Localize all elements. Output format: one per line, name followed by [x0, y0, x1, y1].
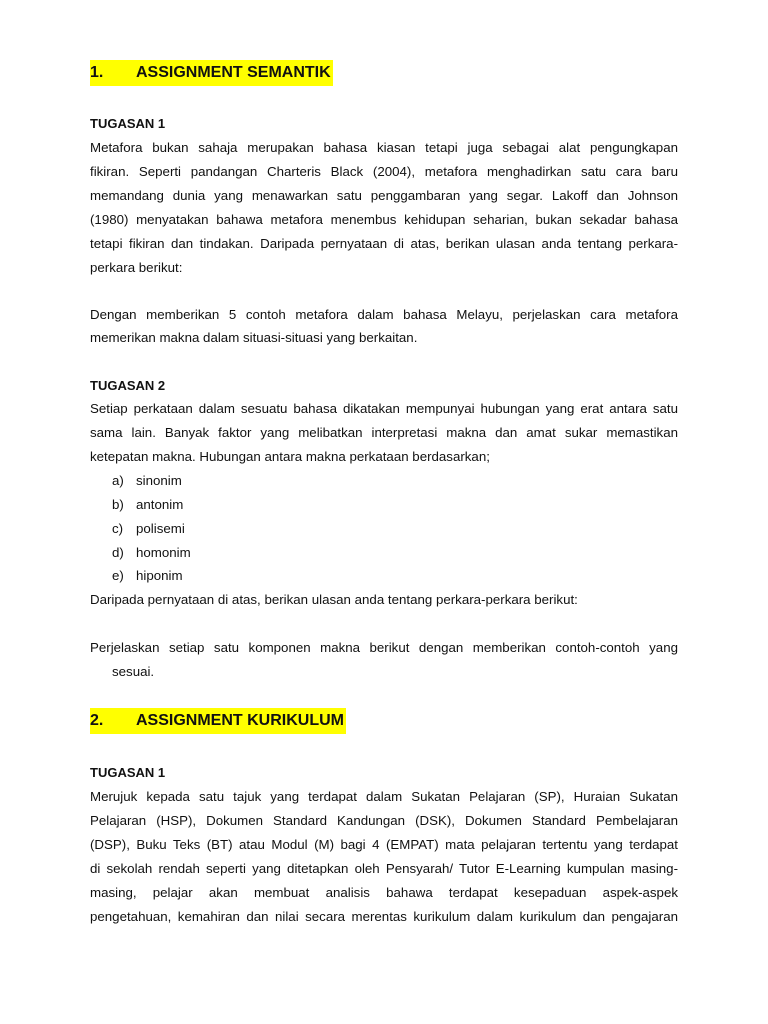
list-item	[112, 568, 183, 584]
tugasan-heading: TUGASAN 2	[90, 378, 166, 393]
paragraph-line: sesuai.	[112, 664, 155, 679]
paragraph-line: Dengan memberikan 5 contoh metafora dalam bahasa Melayu, perjelaskan cara metafora	[90, 307, 678, 322]
list-text: homonim	[136, 545, 191, 560]
paragraph-line: di sekolah rendah seperti yang ditetapkan oleh Pensyarah/ Tutor E-Learning kumpulan masing-	[90, 861, 678, 876]
list-item	[112, 473, 182, 489]
list-item	[112, 521, 185, 537]
paragraph-line: (DSP), Buku Teks (BT) atau Modul (M) bagi 4 (EMPAT) mata pelajaran tertentu yang terdapat	[90, 837, 678, 852]
section-heading-kurikulum	[90, 708, 346, 734]
paragraph-line: (1980) menyatakan bahawa metafora menembus kehidupan seharian, bukan sekadar bahasa	[90, 212, 678, 227]
paragraph-line: Setiap perkataan dalam sesuatu bahasa dikatakan mempunyai hubungan yang erat antara satu	[90, 401, 678, 416]
tugasan-heading: TUGASAN 1	[90, 765, 166, 780]
tugasan-heading: TUGASAN 1	[90, 116, 166, 131]
paragraph-line: Pelajaran (HSP), Dokumen Standard Kandungan (DSK), Dokumen Standard Pembelajaran	[90, 813, 678, 828]
paragraph-line: tetapi fikiran dan tindakan. Daripada pernyataan di atas, berikan ulasan anda tentang perkara-	[90, 236, 678, 251]
paragraph-line: Daripada pernyataan di atas, berikan ulasan anda tentang perkara-perkara berikut:	[90, 592, 578, 607]
list-text: sinonim	[136, 473, 182, 488]
section-number: 2.	[90, 712, 104, 729]
paragraph-line: Metafora bukan sahaja merupakan bahasa kiasan tetapi juga sebagai alat pengungkapan	[90, 140, 678, 155]
section-title: ASSIGNMENT SEMANTIK	[136, 64, 331, 81]
list-text: hiponim	[136, 568, 183, 583]
paragraph-line: Merujuk kepada satu tajuk yang terdapat dalam Sukatan Pelajaran (SP), Huraian Sukatan	[90, 789, 678, 804]
paragraph-line: masing, pelajar akan membuat analisis bahawa terdapat kesepaduan aspek-aspek	[90, 885, 678, 900]
paragraph-line: perkara berikut:	[90, 260, 183, 275]
paragraph-line: sama lain. Banyak faktor yang melibatkan interpretasi makna dan amat sukar memastikan	[90, 425, 678, 440]
paragraph-line: memerikan makna dalam situasi-situasi yang berkaitan.	[90, 330, 418, 345]
list-item	[112, 545, 191, 561]
paragraph-line: fikiran. Seperti pandangan Charteris Black (2004), metafora menghadirkan satu cara baru	[90, 164, 678, 179]
list-item	[112, 497, 183, 513]
paragraph-line: memandang dunia yang menawarkan satu penggambaran yang segar. Lakoff dan Johnson	[90, 188, 678, 203]
list-marker: c)	[112, 521, 124, 536]
paragraph-line: pengetahuan, kemahiran dan nilai secara merentas kurikulum dalam kurikulum dan pengajaran	[90, 909, 678, 924]
list-marker: a)	[112, 473, 124, 488]
section-title: ASSIGNMENT KURIKULUM	[136, 712, 344, 729]
list-marker: e)	[112, 568, 124, 583]
paragraph-line: ketepatan makna. Hubungan antara makna perkataan berdasarkan;	[90, 449, 490, 464]
section-number: 1.	[90, 64, 104, 81]
list-text: antonim	[136, 497, 184, 512]
list-marker: d)	[112, 545, 124, 560]
list-marker: b)	[112, 497, 124, 512]
list-text: polisemi	[136, 521, 185, 536]
paragraph-line: Perjelaskan setiap satu komponen makna berikut dengan memberikan contoh-contoh yang	[90, 640, 678, 655]
section-heading-semantik	[90, 60, 333, 86]
